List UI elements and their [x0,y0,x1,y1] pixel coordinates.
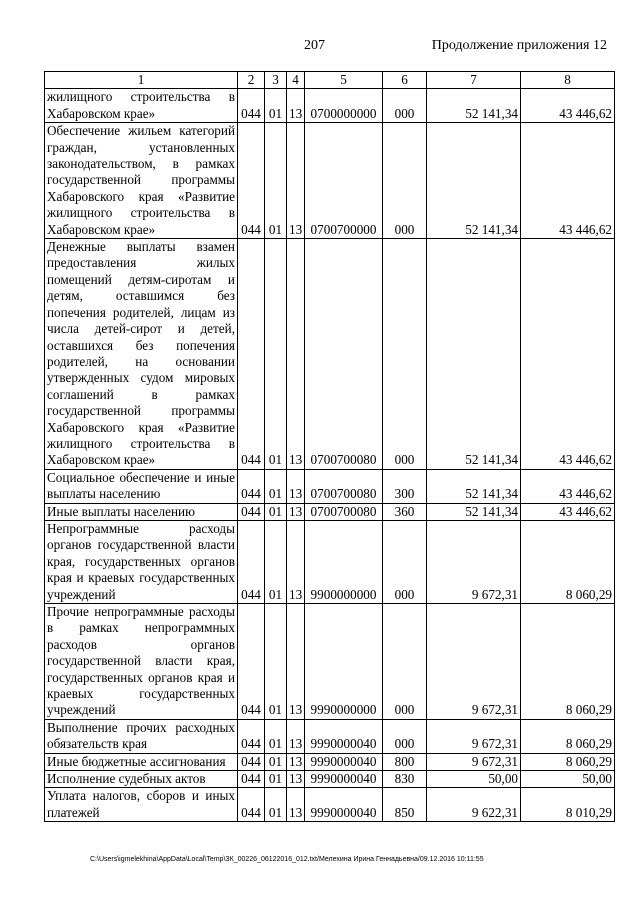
section-code: 01 [265,89,287,123]
ministry-code: 044 [238,604,265,720]
ministry-code: 044 [238,753,265,770]
ministry-code: 044 [238,771,265,788]
section-code: 01 [265,123,287,239]
section-code: 01 [265,239,287,470]
table-row [45,719,615,753]
row-name: Непрограммные расходы органов государственной власти края, государственных органов края и краевых государственных учреждений [45,520,238,603]
row-name: Иные бюджетные ассигнования [45,753,238,770]
ministry-code: 044 [238,503,265,520]
expense-type: 800 [383,753,427,770]
page-number: 207 [304,38,325,53]
target-article: 0700000000 [305,89,383,123]
table-row [45,753,615,770]
section-code: 01 [265,771,287,788]
target-article: 9990000000 [305,604,383,720]
section-code: 01 [265,604,287,720]
table-row [45,123,615,239]
target-article: 9900000000 [305,520,383,603]
table-row [45,469,615,503]
ministry-code: 044 [238,123,265,239]
section-code: 01 [265,753,287,770]
table-row [45,604,615,720]
column-header: 4 [287,72,305,89]
amount-col8: 43 446,62 [521,89,615,123]
column-header: 6 [383,72,427,89]
target-article: 9990000040 [305,788,383,822]
row-name: Уплата налогов, сборов и иных платежей [45,788,238,822]
subsection-code: 13 [287,753,305,770]
ministry-code: 044 [238,719,265,753]
amount-col7: 52 141,34 [427,239,521,470]
expense-type: 000 [383,719,427,753]
target-article: 0700700000 [305,123,383,239]
table-row [45,771,615,788]
subsection-code: 13 [287,771,305,788]
section-code: 01 [265,520,287,603]
table-row [45,239,615,470]
row-name: Социальное обеспечение и иные выплаты населению [45,469,238,503]
amount-col8: 50,00 [521,771,615,788]
amount-col7: 52 141,34 [427,89,521,123]
amount-col7: 9 672,31 [427,719,521,753]
subsection-code: 13 [287,719,305,753]
amount-col8: 8 060,29 [521,520,615,603]
row-name: Обеспечение жильем категорий граждан, установленных законодательством, в рамках государственной программы Хабаровского края «Развитие жилищного строительства в Хабаровском крае» [45,123,238,239]
target-article: 9990000040 [305,753,383,770]
amount-col7: 9 672,31 [427,753,521,770]
subsection-code: 13 [287,788,305,822]
column-header: 1 [45,72,238,89]
row-name: Прочие непрограммные расходы в рамках непрограммных расходов органов государственной власти края, государственных органов края и краевых государственных учреждений [45,604,238,720]
subsection-code: 13 [287,520,305,603]
expense-type: 000 [383,520,427,603]
expense-type: 300 [383,469,427,503]
row-name: жилищного строительства в Хабаровском крае» [45,89,238,123]
budget-table [44,71,615,822]
row-name: Исполнение судебных актов [45,771,238,788]
amount-col8: 43 446,62 [521,503,615,520]
ministry-code: 044 [238,788,265,822]
column-number-row [45,72,615,89]
target-article: 0700700080 [305,469,383,503]
amount-col7: 52 141,34 [427,503,521,520]
amount-col7: 9 672,31 [427,604,521,720]
amount-col8: 43 446,62 [521,123,615,239]
expense-type: 000 [383,123,427,239]
amount-col7: 9 672,31 [427,520,521,603]
section-code: 01 [265,469,287,503]
section-code: 01 [265,719,287,753]
target-article: 0700700080 [305,239,383,470]
ministry-code: 044 [238,89,265,123]
expense-type: 360 [383,503,427,520]
amount-col8: 8 060,29 [521,604,615,720]
ministry-code: 044 [238,520,265,603]
expense-type: 000 [383,239,427,470]
subsection-code: 13 [287,604,305,720]
file-path-footer: C:\Users\igmelekhina\AppData\Local\Temp\ЗК_00226_06122016_012.txt/Мелехина Ирина Геннадьевна/09.12.2016 10:11:55 [90,856,484,863]
expense-type: 830 [383,771,427,788]
subsection-code: 13 [287,89,305,123]
row-name: Денежные выплаты взамен предоставления жилых помещений детям-сиротам и детям, оставшимся без попечения родителей, лицам из числа детей-сирот и детей, оставшихся без попечения родителей, на основании утвержденных судом мировых соглашений в рамках государственной программы Хабаровского края «Развитие жилищного строительства в Хабаровском крае» [45,239,238,470]
section-code: 01 [265,788,287,822]
expense-type: 000 [383,604,427,720]
column-header: 5 [305,72,383,89]
column-header: 3 [265,72,287,89]
subsection-code: 13 [287,239,305,470]
section-code: 01 [265,503,287,520]
expense-type: 000 [383,89,427,123]
amount-col7: 50,00 [427,771,521,788]
amount-col8: 8 060,29 [521,719,615,753]
row-name: Иные выплаты населению [45,503,238,520]
subsection-code: 13 [287,469,305,503]
table-row [45,503,615,520]
ministry-code: 044 [238,239,265,470]
subsection-code: 13 [287,123,305,239]
amount-col8: 43 446,62 [521,239,615,470]
subsection-code: 13 [287,503,305,520]
column-header: 7 [427,72,521,89]
amount-col8: 8 010,29 [521,788,615,822]
row-name: Выполнение прочих расходных обязательств края [45,719,238,753]
expense-type: 850 [383,788,427,822]
target-article: 9990000040 [305,719,383,753]
amount-col8: 43 446,62 [521,469,615,503]
amount-col7: 9 622,31 [427,788,521,822]
table-row [45,788,615,822]
column-header: 2 [238,72,265,89]
amount-col7: 52 141,34 [427,469,521,503]
table-row [45,89,615,123]
amount-col7: 52 141,34 [427,123,521,239]
target-article: 9990000040 [305,771,383,788]
table-row [45,520,615,603]
amount-col8: 8 060,29 [521,753,615,770]
continuation-label: Продолжение приложения 12 [431,38,607,53]
ministry-code: 044 [238,469,265,503]
target-article: 0700700080 [305,503,383,520]
column-header: 8 [521,72,615,89]
